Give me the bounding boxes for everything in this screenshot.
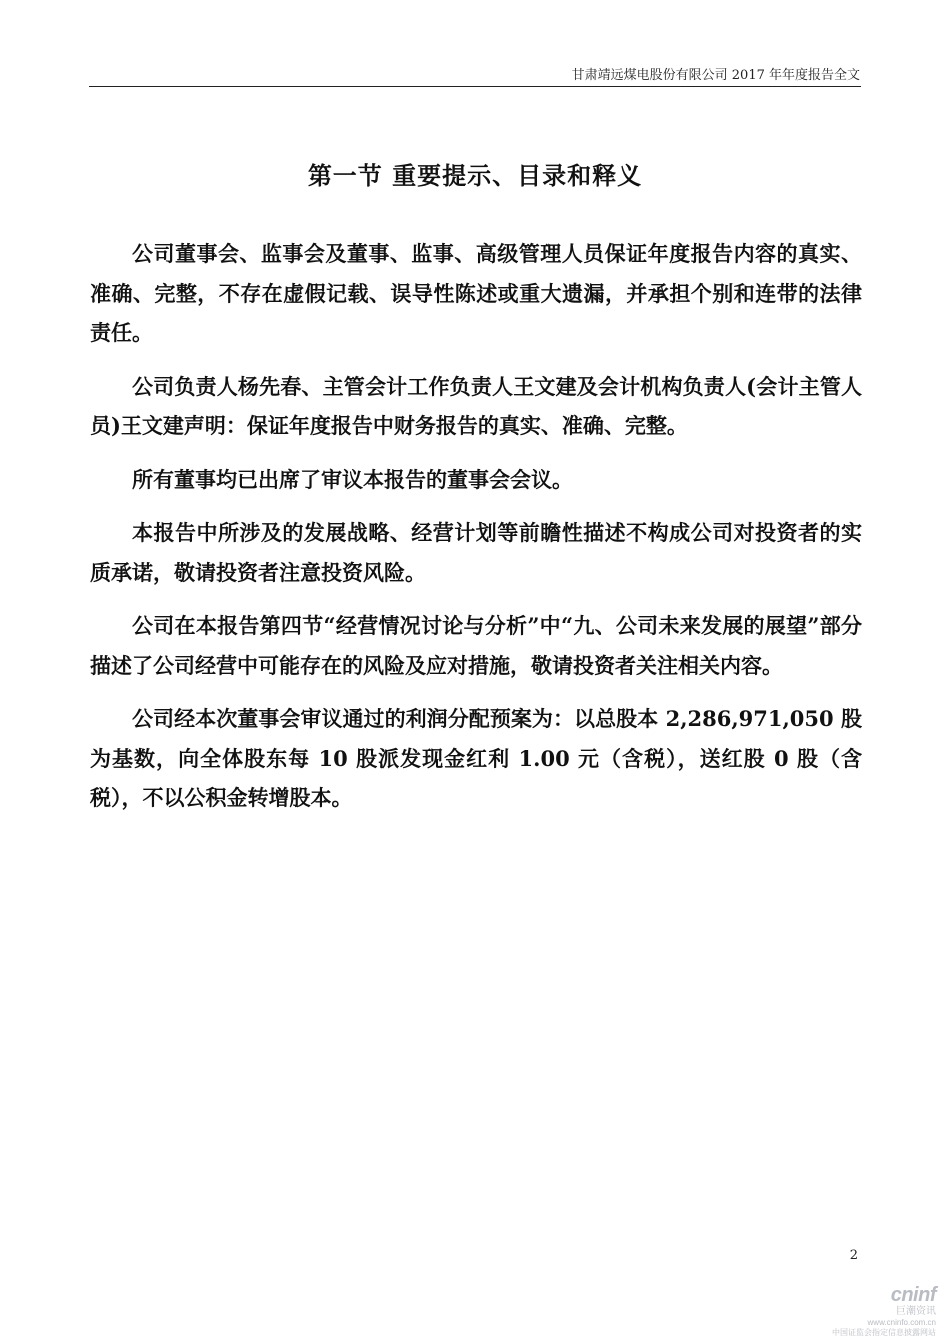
- header-divider: [89, 86, 861, 87]
- notice-body: [90, 234, 862, 832]
- page-number: 2: [849, 1248, 858, 1263]
- running-header: 甘肃靖远煤电股份有限公司 2017 年年度报告全文: [571, 68, 860, 83]
- paragraph-risk-reference: 公司在本报告第四节“经营情况讨论与分析”中“九、公司未来发展的展望”部分描述了公司经营中可能存在的风险及应对措施，敬请投资者关注相关内容。: [90, 613, 862, 678]
- cninfo-name: 巨潮资讯: [896, 1306, 936, 1317]
- cninfo-watermark: [816, 1284, 936, 1338]
- paragraph-board-guarantee: 公司董事会、监事会及董事、监事、高级管理人员保证年度报告内容的真实、准确、完整，不存在虚假记载、误导性陈述或重大遗漏，并承担个别和连带的法律责任。: [90, 241, 862, 345]
- cninfo-logo: cninf: [890, 1284, 936, 1306]
- paragraph-director-attendance: 所有董事均已出席了审议本报告的董事会会议。: [132, 466, 573, 492]
- cninfo-url: www.cninfo.com.cn: [867, 1318, 936, 1327]
- paragraph-forward-looking: 本报告中所涉及的发展战略、经营计划等前瞻性描述不构成公司对投资者的实质承诺，敬请投资者注意投资风险。: [90, 520, 862, 585]
- paragraph-profit-distribution: 公司经本次董事会审议通过的利润分配预案为：以总股本 2,286,971,050 股为基数，向全体股东每 10 股派发现金红利 1.00 元（含税），送红股 0 股（含税），不以公积金转增股本。: [90, 706, 862, 810]
- paragraph-officer-statement: 公司负责人杨先春、主管会计工作负责人王文建及会计机构负责人(会计主管人员)王文建声明：保证年度报告中财务报告的真实、准确、完整。: [90, 373, 862, 438]
- section-title: 第一节 重要提示、目录和释义: [307, 161, 643, 190]
- cninfo-slogan: 中国证监会指定信息披露网站: [832, 1328, 936, 1337]
